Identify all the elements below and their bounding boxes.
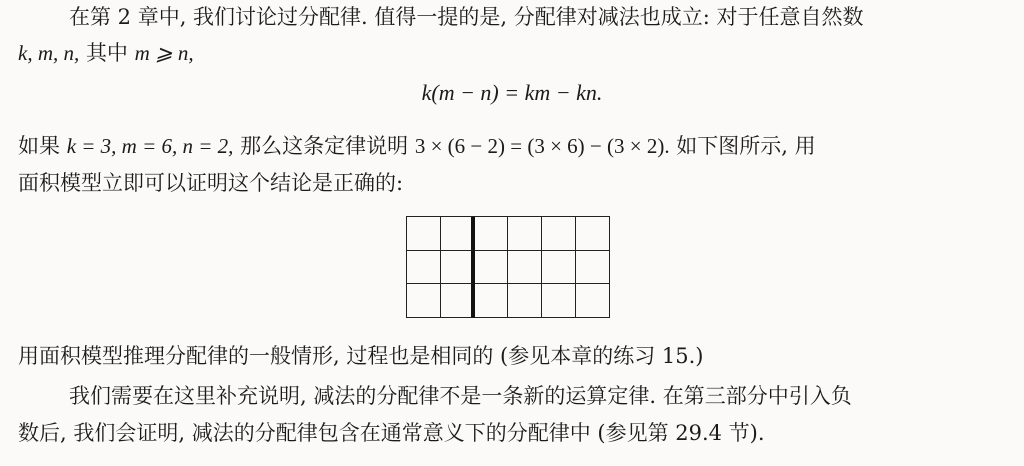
grid-cell (542, 284, 576, 318)
paragraph-4-line-1: 我们需要在这里补充说明, 减法的分配律不是一条新的运算定律. 在第三部分中引入负 (69, 384, 852, 408)
grid-cell (475, 217, 509, 251)
grid-cell (508, 217, 542, 251)
ruguo-text: 如果 (18, 134, 60, 158)
grid-cell (407, 217, 441, 251)
grid-cell (542, 251, 576, 285)
distributive-formula: k(m − n) = km − kn. (421, 80, 603, 105)
example-suffix-text: 如下图所示, 用 (676, 134, 816, 158)
paragraph-3-line-1: 用面积模型推理分配律的一般情形, 过程也是相同的 (参见本章的练习 15.) (18, 344, 704, 368)
grid-cell (508, 251, 542, 285)
grid-cell (475, 284, 509, 318)
paragraph-2-line-1 (18, 133, 816, 159)
grid-cell (407, 251, 441, 285)
paragraph-1-line-2 (18, 40, 194, 66)
grid-cell (407, 284, 441, 318)
qizhong-text: 其中 (85, 41, 128, 65)
area-model-grid (406, 216, 610, 318)
grid-cell (441, 251, 475, 285)
grid-cell (508, 284, 542, 318)
grid-cell (542, 217, 576, 251)
paragraph-1-line-1: 在第 2 章中, 我们讨论过分配律. 值得一提的是, 分配律对减法也成立: 对于任意自然数 (69, 5, 864, 29)
paragraph-4-line-2: 数后, 我们会证明, 减法的分配律包含在通常意义下的分配律中 (参见第 29.4 节). (18, 421, 765, 445)
paragraph-2-line-2: 面积模型立即可以证明这个结论是正确的: (18, 171, 404, 195)
grid-cell (576, 217, 610, 251)
grid-cell (441, 217, 475, 251)
variables-k-m-n: k, m, n, (18, 41, 80, 65)
grid-cell (475, 251, 509, 285)
example-values: k = 3, m = 6, n = 2, (66, 134, 234, 158)
grid-cell (576, 284, 610, 318)
condition-m-geq-n: m ⩾ n, (134, 41, 194, 65)
example-expression: 3 × (6 − 2) = (3 × 6) − (3 × 2). (414, 134, 670, 158)
example-middle-text: 那么这条定律说明 (240, 134, 409, 158)
grid-cell (576, 251, 610, 285)
grid-cell (441, 284, 475, 318)
